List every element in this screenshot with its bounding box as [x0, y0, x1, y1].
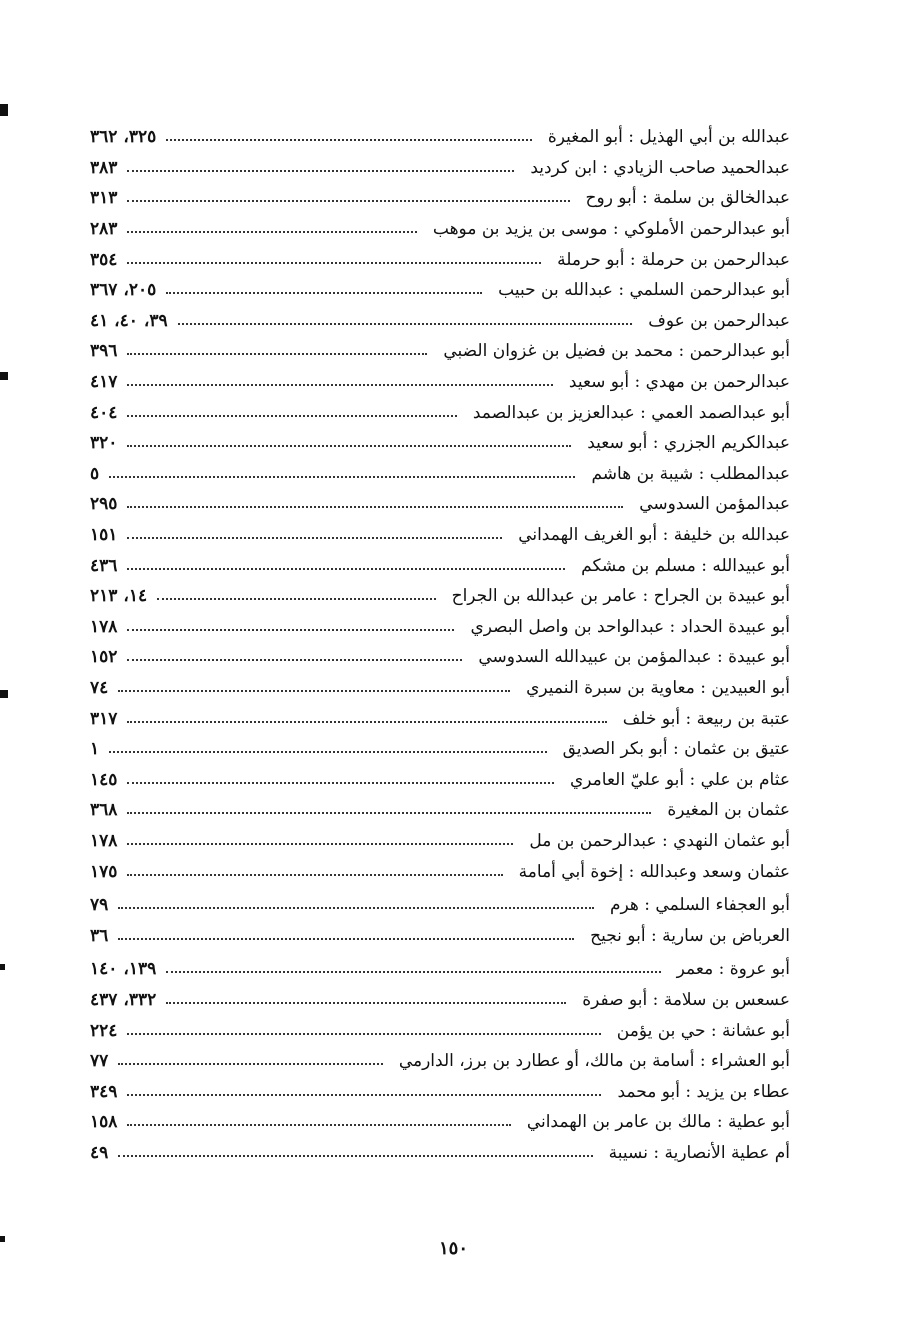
- index-entry: [90, 642, 790, 673]
- index-entry: [90, 214, 790, 245]
- entry-name: أبو عبدالصمد العمي : عبدالعزيز بن عبدالصمد: [463, 403, 790, 423]
- index-entry: [90, 795, 790, 826]
- leader-dots: [127, 721, 606, 723]
- index-entry: [90, 764, 790, 795]
- leader-dots: [127, 415, 456, 417]
- entry-pages: ١٥٨: [90, 1112, 118, 1133]
- entry-name: أبو العشراء : أسامة بن مالك، أو عطارد بن برز، الدارمي: [389, 1051, 790, 1071]
- entry-pages: ١: [90, 739, 100, 760]
- entry-pages: ٢٢٤: [90, 1020, 118, 1041]
- leader-dots: [127, 1094, 601, 1096]
- entry-pages: ٣٨٣: [90, 157, 118, 178]
- entry-pages: ٢٨٣: [90, 219, 118, 240]
- leader-dots: [127, 537, 502, 539]
- leader-dots: [127, 1033, 600, 1035]
- leader-dots: [127, 843, 513, 845]
- entry-name: أبو عروة : معمر: [667, 959, 790, 979]
- entry-pages: ٣٩، ٤٠، ٤١: [90, 310, 168, 331]
- page-number: ١٥٠: [438, 1238, 468, 1259]
- leader-dots: [157, 598, 436, 600]
- entry-pages: ٣٤٩: [90, 1081, 118, 1102]
- leader-dots: [127, 200, 569, 202]
- entry-pages: ١٤٥: [90, 769, 118, 790]
- leader-dots: [109, 476, 575, 478]
- index-entry: [90, 581, 790, 612]
- leader-dots: [166, 292, 482, 294]
- entry-pages: ٢٠٥، ٣٦٧: [90, 280, 157, 301]
- index-entry: [90, 985, 790, 1016]
- leader-dots: [127, 629, 454, 631]
- entry-name: عثام بن علي : أبو عليّ العامري: [560, 770, 790, 790]
- entry-pages: ٥: [90, 463, 100, 484]
- entry-pages: ٧٤: [90, 677, 109, 698]
- entry-pages: ٤٠٤: [90, 402, 118, 423]
- leader-dots: [118, 1063, 383, 1065]
- entry-name: أبو عطية : مالك بن عامر بن الهمداني: [517, 1112, 790, 1132]
- index-entry: [90, 890, 790, 921]
- entry-name: عبدالرحمن بن مهدي : أبو سعيد: [559, 372, 790, 392]
- leader-dots: [127, 231, 416, 233]
- scan-edge-mark: [0, 964, 5, 970]
- entry-pages: ١٤، ٢١٣: [90, 586, 148, 607]
- index-entry: [90, 1107, 790, 1138]
- index-entry: [90, 1015, 790, 1046]
- entry-name: عبدالخالق بن سلمة : أبو روح: [576, 188, 790, 208]
- entry-pages: ١٧٨: [90, 830, 118, 851]
- entry-name: أبو عبيدة بن الجراح : عامر بن عبدالله بن الجراح: [442, 586, 790, 606]
- entry-name: أبو العجفاء السلمي : هرم: [600, 895, 790, 915]
- entry-pages: ٧٩: [90, 895, 109, 916]
- leader-dots: [118, 1155, 592, 1157]
- leader-dots: [127, 445, 571, 447]
- entry-name: عبدالله بن أبي الهذيل : أبو المغيرة: [538, 127, 790, 147]
- leader-dots: [109, 751, 546, 753]
- entry-pages: ٢٩٥: [90, 494, 118, 515]
- entry-pages: ١٣٩، ١٤٠: [90, 959, 157, 980]
- entry-name: عثمان وسعد وعبدالله : إخوة أبي أمامة: [509, 862, 790, 882]
- index-entry: [90, 856, 790, 887]
- entry-pages: ٣٢٠: [90, 433, 118, 454]
- entry-pages: ٤٣٦: [90, 555, 118, 576]
- entry-name: أبو عبدالرحمن السلمي : عبدالله بن حبيب: [488, 280, 790, 300]
- index-entry: [90, 1138, 790, 1169]
- leader-dots: [178, 323, 633, 325]
- leader-dots: [118, 690, 510, 692]
- scan-edge-mark: [0, 104, 8, 116]
- entry-pages: ٣٣٢، ٤٣٧: [90, 989, 157, 1010]
- entry-name: عتبة بن ربيعة : أبو خلف: [613, 709, 790, 729]
- entry-name: أبو عبيدة الحداد : عبدالواحد بن واصل البصري: [460, 617, 790, 637]
- index-entry: [90, 954, 790, 985]
- entry-pages: ١٧٨: [90, 616, 118, 637]
- index-entry: [90, 459, 790, 490]
- leader-dots: [127, 874, 502, 876]
- index-entry: [90, 183, 790, 214]
- leader-dots: [127, 1124, 510, 1126]
- entry-name: أبو عبيدة : عبدالمؤمن بن عبيدالله السدوسي: [468, 647, 790, 667]
- index-entry: [90, 367, 790, 398]
- entry-name: أم عطية الأنصارية : نسيبة: [599, 1143, 790, 1163]
- index-entry: [90, 826, 790, 857]
- entry-name: عبدالكريم الجزري : أبو سعيد: [577, 433, 790, 453]
- leader-dots: [118, 938, 574, 940]
- index-entry: [90, 336, 790, 367]
- leader-dots: [127, 506, 623, 508]
- entry-pages: ٤٩: [90, 1142, 109, 1163]
- entry-pages: ١٧٥: [90, 861, 118, 882]
- entry-name: أبو عشانة : حي بن يؤمن: [607, 1021, 790, 1041]
- index-entry: [90, 489, 790, 520]
- entry-name: عتيق بن عثمان : أبو بكر الصديق: [553, 739, 790, 759]
- entry-name: أبو العبيدين : معاوية بن سبرة النميري: [516, 678, 790, 698]
- index-entry: [90, 1076, 790, 1107]
- leader-dots: [166, 1002, 566, 1004]
- entry-name: عبدالمطلب : شيبة بن هاشم: [581, 464, 790, 484]
- entry-pages: ٣٦: [90, 925, 109, 946]
- leader-dots: [127, 384, 553, 386]
- entry-name: عبدالحميد صاحب الزيادي : ابن كرديد: [520, 158, 790, 178]
- entry-pages: ٣١٧: [90, 708, 118, 729]
- index-entry: [90, 673, 790, 704]
- entry-name: عسعس بن سلامة : أبو صفرة: [572, 990, 790, 1010]
- leader-dots: [166, 971, 660, 973]
- leader-dots: [127, 262, 541, 264]
- index-entry: [90, 520, 790, 551]
- entry-name: العرباض بن سارية : أبو نجيح: [580, 926, 790, 946]
- leader-dots: [127, 353, 427, 355]
- entry-pages: ٧٧: [90, 1051, 109, 1072]
- entry-name: عبدالمؤمن السدوسي: [629, 494, 790, 514]
- entry-pages: ٣١٣: [90, 188, 118, 209]
- index-entry: [90, 1046, 790, 1077]
- entry-pages: ٣٢٥، ٣٦٢: [90, 127, 157, 148]
- leader-dots: [127, 170, 514, 172]
- entry-pages: ٤١٧: [90, 372, 118, 393]
- leader-dots: [127, 568, 565, 570]
- entry-pages: ٣٥٤: [90, 249, 118, 270]
- entry-name: أبو عبدالرحمن الأملوكي : موسى بن يزيد بن موهب: [423, 219, 790, 239]
- entry-name: أبو عبيدالله : مسلم بن مشكم: [571, 556, 790, 576]
- index-entry: [90, 153, 790, 184]
- leader-dots: [118, 907, 594, 909]
- index-entries: [90, 122, 790, 1168]
- entry-name: أبو عثمان النهدي : عبدالرحمن بن مل: [519, 831, 790, 851]
- scan-edge-mark: [0, 690, 8, 698]
- index-entry: [90, 244, 790, 275]
- index-entry: [90, 397, 790, 428]
- entry-pages: ٣٩٦: [90, 341, 118, 362]
- leader-dots: [127, 782, 554, 784]
- entry-pages: ١٥٢: [90, 647, 118, 668]
- leader-dots: [127, 812, 651, 814]
- index-entry: [90, 306, 790, 337]
- index-entry: [90, 428, 790, 459]
- scan-edge-mark: [0, 372, 8, 380]
- entry-name: عبدالرحمن بن حرملة : أبو حرملة: [547, 250, 790, 270]
- index-entry: [90, 122, 790, 153]
- leader-dots: [127, 659, 462, 661]
- index-entry: [90, 703, 790, 734]
- index-entry: [90, 550, 790, 581]
- index-entry: [90, 734, 790, 765]
- index-entry: [90, 920, 790, 951]
- entry-pages: ١٥١: [90, 525, 118, 546]
- index-entry: [90, 612, 790, 643]
- entry-name: عطاء بن يزيد : أبو محمد: [607, 1082, 790, 1102]
- leader-dots: [166, 139, 532, 141]
- entry-name: عبدالرحمن بن عوف: [638, 311, 790, 331]
- index-entry: [90, 275, 790, 306]
- entry-pages: ٣٦٨: [90, 800, 118, 821]
- entry-name: عبدالله بن خليفة : أبو الغريف الهمداني: [508, 525, 790, 545]
- entry-name: عثمان بن المغيرة: [657, 800, 790, 820]
- entry-name: أبو عبدالرحمن : محمد بن فضيل بن غزوان الضبي: [433, 341, 790, 361]
